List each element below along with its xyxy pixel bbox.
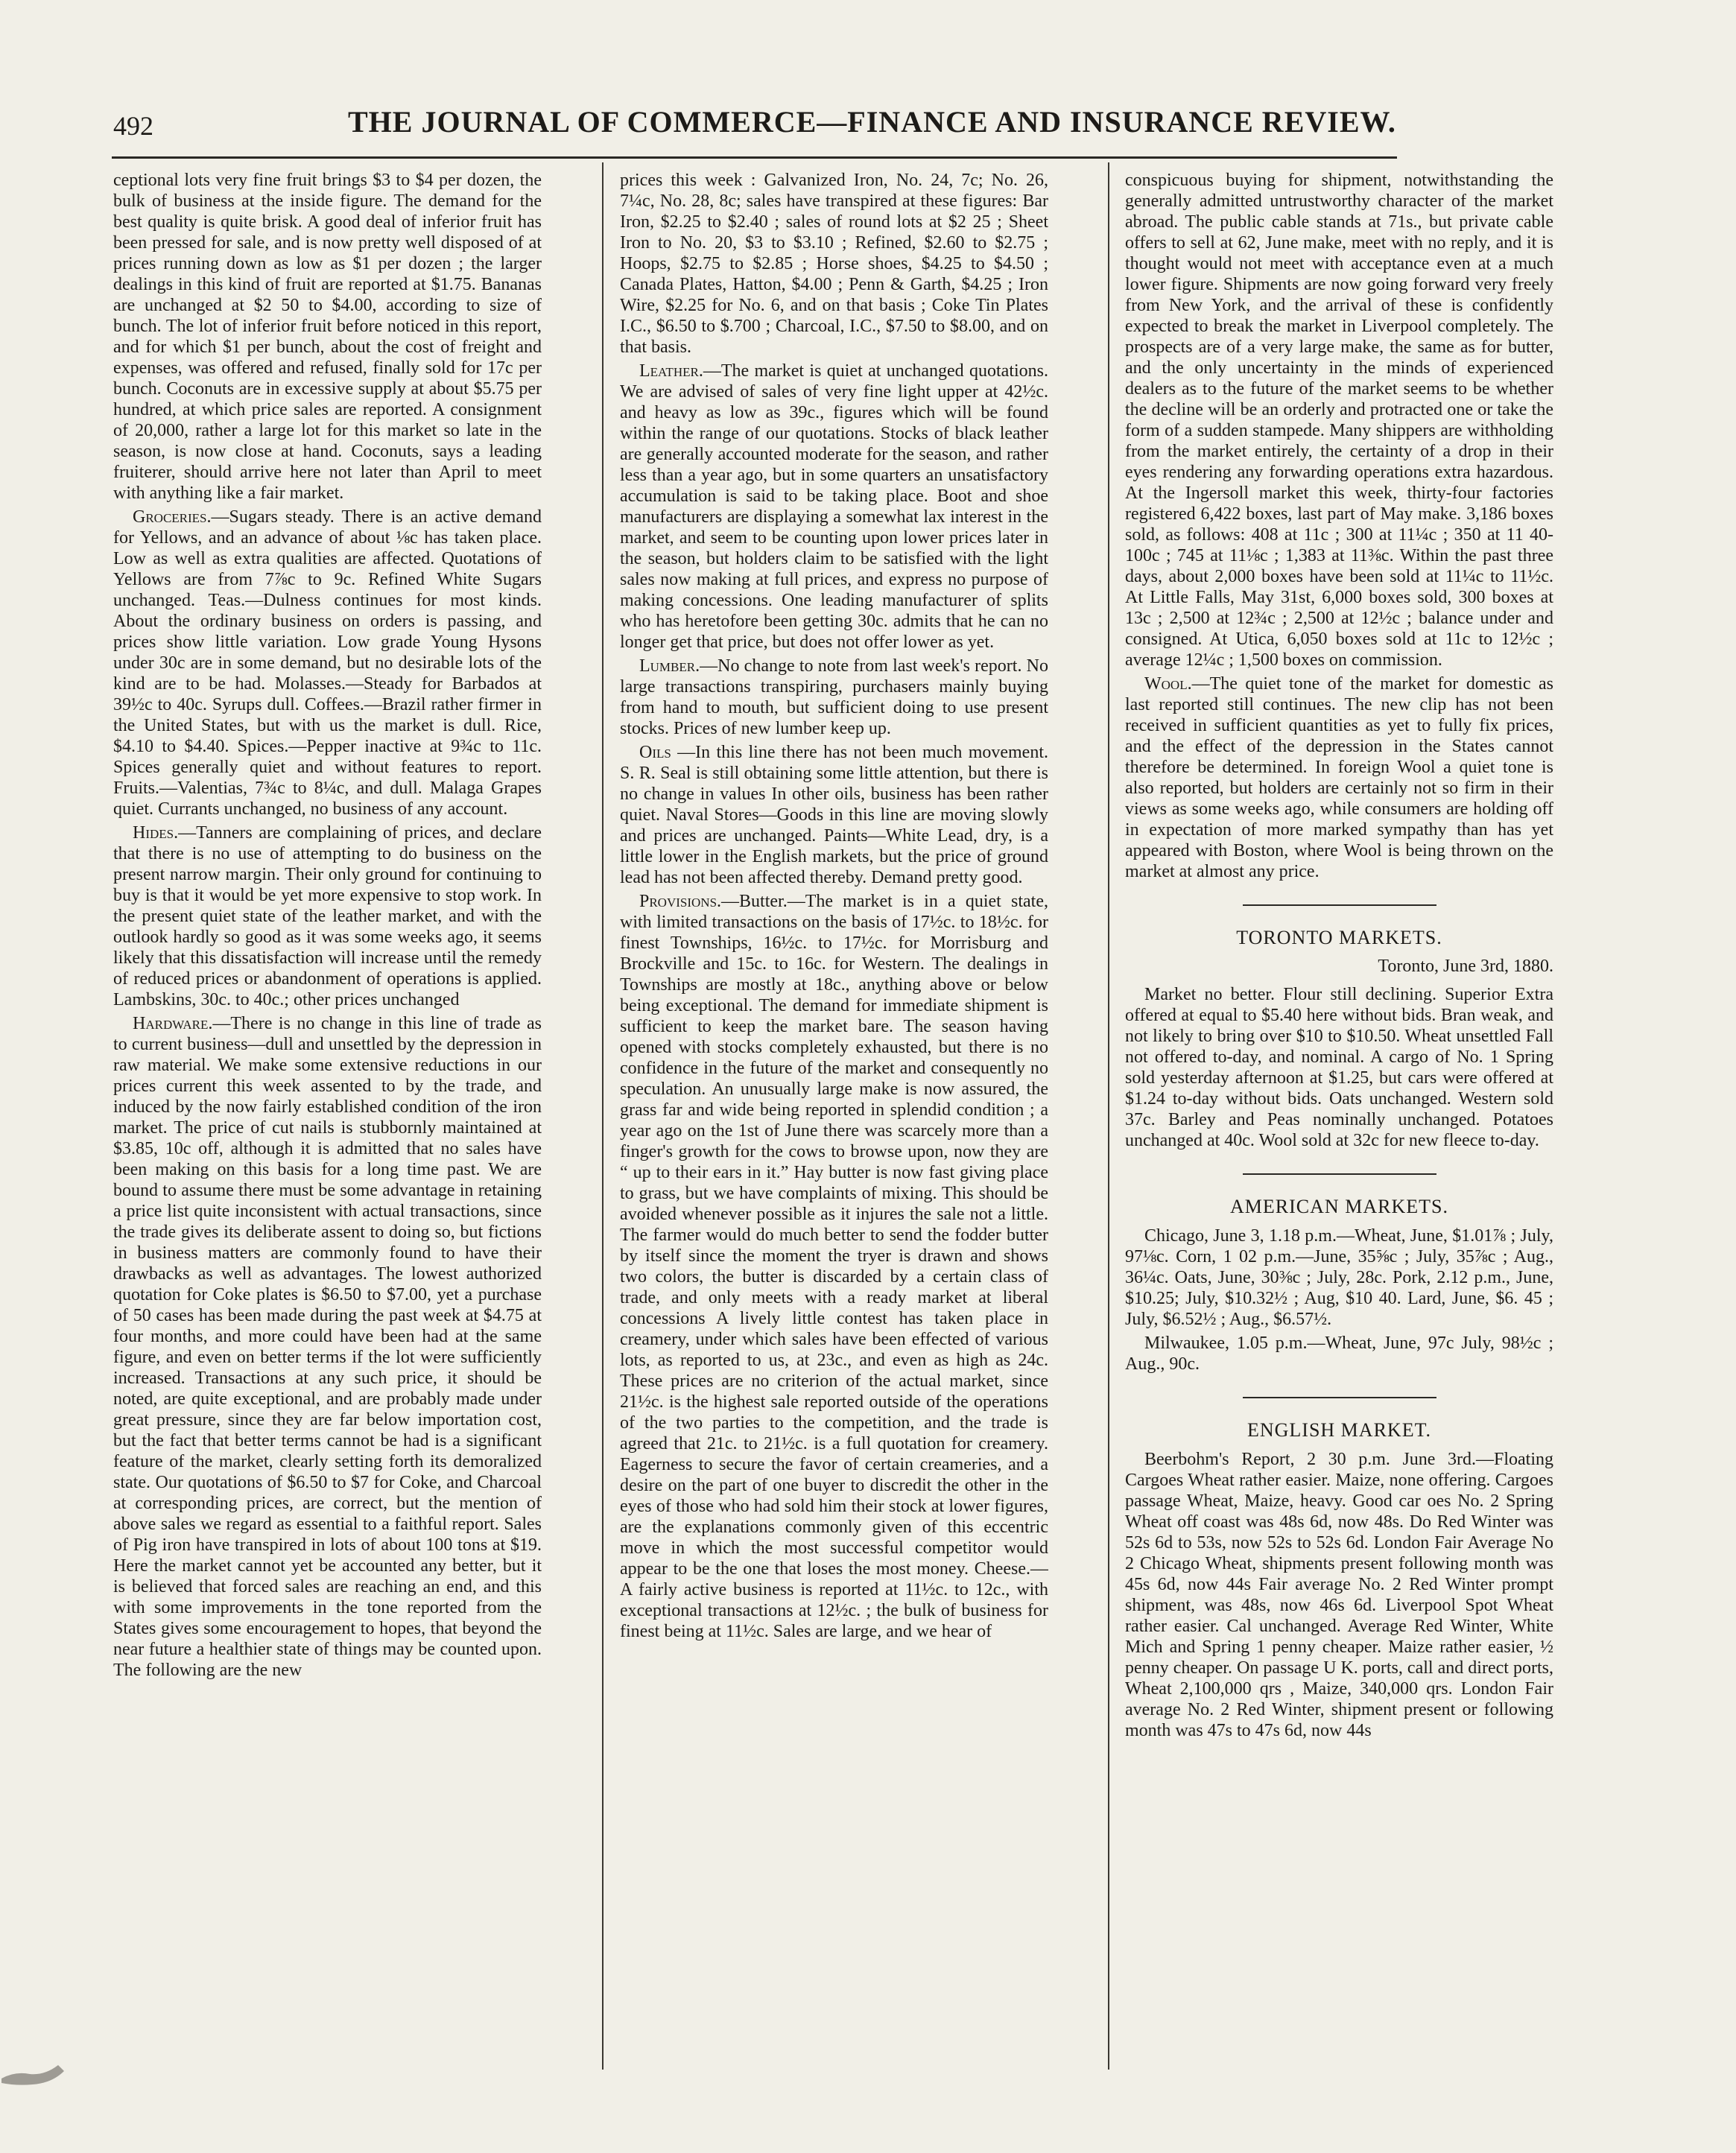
- journal-title: THE JOURNAL OF COMMERCE—FINANCE AND INSURANCE REVIEW.: [348, 105, 1396, 139]
- section-heading: Groceries.: [133, 507, 212, 527]
- section-heading: Hardware.: [133, 1014, 213, 1033]
- english-market-heading: ENGLISH MARKET.: [1246, 1419, 1432, 1441]
- toronto-paragraph: Market no better. Flour still declining. Superior Extra offered at equal to $5.40 here without bids. Bran weak, and not likely to bring over $10 to $10.50. Wheat unsettled Fall not offered to-day, and nominal. A cargo of No. 1 Spring sold yesterday afternoon at $1.25, but cars were offered at $1.24 to-day without bids. Oats unchanged. Western sold 37c. Barley and Peas nominally unchanged. Potatoes unchanged at 40c. Wool sold at 32c for new fleece to-day.: [1125, 985, 1553, 1150]
- leather-text: —The market is quiet at unchanged quotations. We are advised of sales of very fine light upper at 42½c. and heavy as low as 39c., figures which will be found within the range of our quotations. Stocks of black leather are generally accounted moderate for the season, and rather less than a year ago, but in some quarters an unsatisfactory accumulation is said to be taking place. Boot and shoe manufacturers are displaying a somewhat lax interest in the market, and seem to be counting upon lower prices later in the season, but holders claim to be satisfied with the light sales now making at full prices, and express no purpose of making concessions. One leading manufacturer of splits who has heretofore been getting 30c. admits that he can no longer get that price, but does not offer lower as yet.: [620, 361, 1048, 652]
- english-paragraph: Beerbohm's Report, 2 30 p.m. June 3rd.—Floating Cargoes Wheat rather easier. Maize, none offering. Cargoes passage Wheat, Maize, heavy. Good car oes No. 2 Spring Wheat off coast was 48s 6d, now 48s. Do Red Winter was 52s 6d to 53s, now 52s to 52s 6d. London Fair Average No 2 Chicago Wheat, shipments present following month was 45s 6d, now 44s Fair average No. 2 Red Winter prompt shipment, was 48s, now 46s 6d. Liverpool Spot Wheat rather easier. Cal unchanged. Average Red Winter, White Mich and Spring 1 penny cheaper. Maize rather easier, ½ penny cheaper. On passage U K. ports, call and direct ports, Wheat 2,100,000 qrs , Maize, 340,000 qrs. London Fair average No. 2 Red Winter, shipment present or following month was 47s to 47s 6d, now 44s: [1125, 1450, 1553, 1740]
- hardware-text: —There is no change in this line of trade as to current business—dull and unsettled by the depression in raw material. We make some extensive reductions in our prices current this week assented to by the trade, and induced by the now fairly established condition of the iron market. The price of cut nails is stubbornly maintained at $3.85, 10c off, although it is admitted that no sales have been making on this basis for a long time past. We are bound to assume there must be some advantage in retaining a price list quite inconsistent with actual transactions, since the trade gives its deliberate assent to doing so, but fictions in business matters are commonly found to have their drawbacks as well as advantages. The lowest authorized quotation for Coke plates is $6.50 to $7.00, yet a purchase of 50 cases has been made during the past week at $4.75 at four months, and more could have been had at the same figure, and even on better terms if the lot were sufficiently increased. Transactions at any such price, it should be noted, are quite exceptional, and are probably made under great pressure, since they are far below importation cost, but the fact that better terms cannot be had is a significant feature of the market, clearly setting forth its demoralized state. Our quotations of $6.50 to $7 for Coke, and Charcoal at corresponding prices, are correct, but the mention of above sales we regard as essential to a faithful report. Sales of Pig iron have transpired in lots of about 100 tons at $19. Here the market cannot yet be accounted any better, but it is believed that forced sales are reaching an end, and this with some improvements in the tone reported from the States gives some encouragement to hopes, that beyond the near future a healthier state of things may be counted upon. The following are the new: [113, 1014, 542, 1680]
- provisions-paragraph: [620, 891, 1048, 1642]
- page-header: [113, 104, 1395, 143]
- section-divider: [1243, 904, 1436, 906]
- lumber-text: —No change to note from last week's report. No large transactions transpiring, purchasers mainly buying from hand to mouth, but sufficient doing to use present stocks. Prices of new lumber keep up.: [620, 656, 1048, 738]
- column-1: [113, 170, 542, 2077]
- wool-text: —The quiet tone of the market for domestic as last reported still continues. The new clip has not been received in sufficient quantities as yet to fully fix prices, and the effect of the depression in the States cannot therefore be determined. In foreign Wool a quiet tone is also reported, but holders are certainly not so firm in their views as some weeks ago, while consumers are holding off in expectation of more marked sympathy than has yet appeared with Boston, where Wool is being thrown on the market at almost any price.: [1125, 674, 1553, 881]
- section-heading: Hides.: [133, 823, 179, 843]
- section-heading: Provisions.: [639, 892, 722, 911]
- chicago-paragraph: Chicago, June 3, 1.18 p.m.—Wheat, June, $1.01⅞ ; July, 97⅛c. Corn, 1 02 p.m.—June, 35⅝c ; July, 35⅞c ; Aug., 36¼c. Oats, June, 30⅜c ; July, 28c. Pork, 2.12 p.m., June, $10.25; July, $10.32½ ; Aug, $10 40. Lard, June, $6. 45 ; July, $6.52½ ; Aug., $6.57½.: [1125, 1226, 1553, 1329]
- section-heading: Lumber.: [639, 656, 700, 676]
- leather-paragraph: [620, 361, 1048, 653]
- provisions-text: —Butter.—The market is in a quiet state, with limited transactions on the basis of 17½c. to 18½c. for finest Townships, 16½c. to 17½c. for Morrisburg and Brockville and 15c. to 16c. for Western. The dealings in Townships are mostly at 18c., anything above or below being exceptional. The demand for immediate shipment is sufficient to keep the market bare. The season having opened with stocks completely exhausted, but there is no confidence in the future of the market and consequently no speculation. An unusually large make is now assured, the grass far and wide being reported in splendid condition ; a year ago on the 1st of June there was scarcely more than a finger's growth for the cows to browse upon, now they are “ up to their ears in it.” Hay butter is now fast giving place to grass, but we have complaints of mixing. This should be avoided whenever possible as it injures the sale not a little. The farmer would do much better to send the fodder butter by itself since the moment the tryer is drawn and shows two colors, the butter is discarded by a certain class of trade, and only meets with a ready market at liberal concessions A lively little contest has taken place in creamery, under which sales have been effected of various lots, as reported to us, at 23c., and even as high as 24c. These prices are no criterion of the actual market, since 21½c. is the highest sale reported outside of the operations of the two parties to the competition, and the trade is agreed that 21c. to 21½c. is a full quotation for creamery. Eagerness to secure the favor of certain creameries, and a desire on the part of one buyer to discredit the other in the eyes of those who had sold him their stock at lower figures, are the explanations commonly given of this eccentric move in which the most successful competitor would appear to be the one that loses the most money. Cheese.—A fairly active business is reported at 11½c. to 12c., with exceptional transactions at 12½c. ; the bulk of business for finest being at 11½c. Sales are large, and we hear of: [620, 892, 1048, 1641]
- iron-prices-paragraph: prices this week : Galvanized Iron, No. 24, 7c; No. 26, 7¼c, No. 28, 8c; sales have transpired at these figures: Bar Iron, $2.25 to $2.40 ; sales of round lots at $2 25 ; Sheet Iron to No. 20, $3 to $3.10 ; Refined, $2.60 to $2.75 ; Hoops, $2.75 to $2.85 ; Horse shoes, $4.25 to $4.50 ; Canada Plates, Hatton, $4.00 ; Penn & Garth, $4.25 ; Iron Wire, $2.25 for No. 6, and on that basis ; Coke Tin Plates I.C., $6.50 to $.700 ; Charcoal, I.C., $7.50 to $8.00, and on that basis.: [620, 171, 1048, 357]
- milwaukee-paragraph: Milwaukee, 1.05 p.m.—Wheat, June, 97c July, 98½c ; Aug., 90c.: [1125, 1334, 1553, 1374]
- hardware-paragraph: [113, 1013, 542, 1681]
- header-rule: [112, 156, 1397, 159]
- oils-paragraph: [620, 742, 1048, 888]
- oils-text: —In this line there has not been much movement. S. R. Seal is still obtaining some little attention, but there is no change in values In other oils, business has been rather quiet. Naval Stores—Goods in this line are moving slowly and prices are unchanged. Paints—White Lead, dry, is a little lower in the English markets, but the price of ground lead has not been affected thereby. Demand pretty good.: [620, 743, 1048, 887]
- section-heading: Wool.: [1144, 674, 1192, 694]
- wool-paragraph: [1125, 673, 1553, 882]
- hides-paragraph: [113, 822, 542, 1010]
- column-2: [620, 170, 1048, 2077]
- hides-text: —Tanners are complaining of prices, and declare that there is no use of attempting to do business on the present narrow margin. Their only ground for continuing to buy is that it would be yet more expensive to stop work. In the present quiet state of the leather market, and with the outlook hardly so good as it was some weeks ago, it seems likely that this dissatisfaction will increase until the remedy of reduced prices or abandonment of operations is applied. Lambskins, 30c. to 40c.; other prices unchanged: [113, 823, 542, 1009]
- column-divider: [1108, 162, 1109, 2070]
- section-heading: Leather.: [639, 361, 703, 381]
- fruit-paragraph: ceptional lots very fine fruit brings $3 to $4 per dozen, the bulk of business at the inside figure. The demand for the best quality is quite brisk. A good deal of inferior fruit has been pressed for sale, and is now pretty well disposed of at prices running down as low as $1 per dozen ; the larger dealings in this kind of fruit are reported at $1.75. Bananas are unchanged at $2 50 to $4.00, according to size of bunch. The lot of inferior fruit before noticed in this report, and for which $1 per bunch, about the cost of freight and expenses, was offered and refused, finally sold for 17c per bunch. Coconuts are in excessive supply at about $5.75 per hundred, at which price sales are reported. A consignment of 20,000, rather a large lot for this market so late in the season, is now close at hand. Coconuts, says a leading fruiterer, should arrive here not later than April to meet with anything like a fair market.: [113, 171, 542, 503]
- lumber-paragraph: [620, 656, 1048, 739]
- cheese-paragraph: conspicuous buying for shipment, notwithstanding the generally admitted untrustworthy character of the market abroad. The public cable stands at 71s., but private cable offers to sell at 62, June make, meet with no reply, and it is thought would not meet with acceptance even at a much lower figure. Shipments are now going forward very freely from New York, and the arrival of these is confidently expected to break the market in Liverpool completely. The prospects are of a very large make, the same as for butter, and the only uncertainty in the minds of experienced dealers as to the future of the market seems to be whether the decline will be an orderly and protracted one or take the form of a sudden stampede. Many shippers are withholding from the market entirely, the certainty of a drop in their eyes rendering any forwarding operations extra hazardous. At the Ingersoll market this week, thirty-four factories registered 6,422 boxes, last part of May make. 3,186 boxes sold, as follows: 408 at 11c ; 300 at 11¼c ; 350 at 11 40-100c ; 745 at 11⅛c ; 1,383 at 11⅜c. Within the past three days, about 2,000 boxes have been sold at 11¼c to 11½c. At Little Falls, May 31st, 6,000 boxes sold, 300 boxes at 13c ; 2,500 at 12¾c ; 2,500 at 12½c ; balance under and consigned. At Utica, 6,050 boxes sold at 11c to 12½c ; average 12¼c ; 1,500 boxes on commission.: [1125, 171, 1553, 670]
- page-number: 492: [113, 111, 153, 141]
- section-heading: Oils: [639, 743, 671, 762]
- column-divider: [602, 162, 604, 2070]
- groceries-paragraph: [113, 507, 542, 819]
- column-3: [1125, 170, 1553, 2077]
- section-divider: [1243, 1397, 1436, 1398]
- toronto-dateline: Toronto, June 3rd, 1880.: [1378, 957, 1553, 976]
- american-markets-heading: AMERICAN MARKETS.: [1230, 1196, 1448, 1217]
- section-divider: [1243, 1173, 1436, 1175]
- page-blemish: [0, 2049, 75, 2093]
- groceries-text: —Sugars steady. There is an active demand for Yellows, and an advance of about ⅛c has taken place. Low as well as extra qualities are affected. Quotations of Yellows are from 7⅞c to 9c. Refined White Sugars unchanged. Teas.—Dulness continues for most kinds. About the ordinary business on orders is passing, and prices show little variation. Low grade Young Hysons under 30c are in some demand, but no desirable lots of the kind are to be had. Molasses.—Steady for Barbados at 39½c to 40c. Syrups dull. Coffees.—Brazil rather firmer in the United States, but with us the market is dull. Rice, $4.10 to $4.40. Spices.—Pepper inactive at 9¾c to 11c. Spices generally quiet and without features to report. Fruits.—Valentias, 7¾c to 8¼c, and dull. Malaga Grapes quiet. Currants unchanged, no business of any account.: [113, 507, 542, 819]
- toronto-markets-heading: TORONTO MARKETS.: [1236, 927, 1442, 948]
